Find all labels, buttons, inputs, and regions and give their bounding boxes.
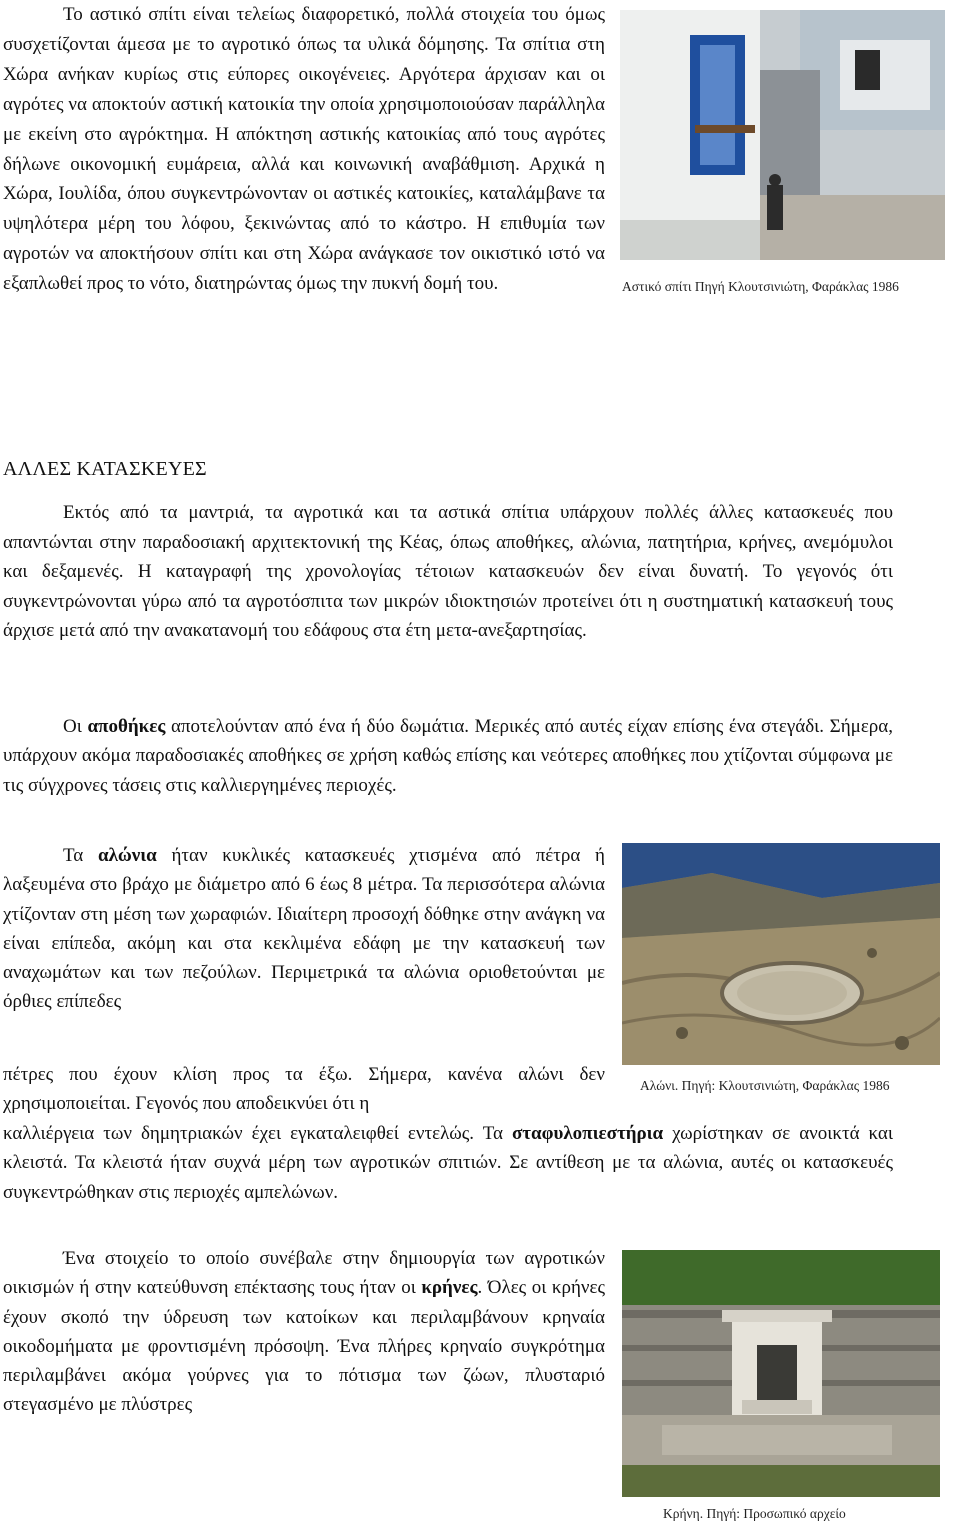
intro-paragraph: Εκτός από τα μαντριά, τα αγροτικά και τα αστικά σπίτια υπάρχουν πολλές άλλες κατασκευές που απαντώνται στην παραδοσιακή αρχιτεκτονική της Κέας, όπως αποθήκες, αλώνια, πατητήρια, κρήνες, ανεμόμυλοι και δεξαμενές. Η καταγραφή της χρονολογίας τέτοιων κατασκευών δεν είναι δυνατή. Το γεγονός ότι συγκεντρώνονται γύρω από τα αγροτόσπιτα των μικρών ιδιοκτησιών προτείνει ότι η συστηματική κατασκευή τους άρχισε μετά από την ανακατανομή του εδάφους στα έτη μετα-ανεξαρτησίας. bbox=[3, 502, 893, 642]
urban-house-paragraph: Το αστικό σπίτι είναι τελείως διαφορετικό, πολλά στοιχεία του όμως συσχετίζονται άμεσα με το αγροτικό όπως τα υλικά δόμησης. Τα σπίτια στη Χώρα ανήκαν κυρίως στις εύπορες οικογένειες. Αργότερα άρχισαν και οι αγρότες να αποκτούν αστική κατοικία την οποία χρησιμοποιούσαν παράλληλα με εκείνη στο αγρόκτημα. Η απόκτηση αστικής κατοικίας από τους αγρότες δήλωνε οικονομική ευμάρεια, αλλά και κοινωνική αναβάθμιση. Αρχικά η Χώρα, Ιουλίδα, όπου συγκεντρώνονταν οι αστικές κατοικίες, καταλάμβανε τα υψηλότερα μέρη του λόφου, ξεκινώντας από το κάστρο. Η επιθυμία των αγροτών να αποκτήσουν σπίτι και στη Χώρα ανάγκασε τον οικιστικό ιστό να εξαπλωθεί προς το νότο, διατηρώντας όμως την πυκνή δομή του. bbox=[3, 4, 605, 295]
storage-text-block bbox=[3, 712, 893, 800]
urban-house-text-block bbox=[3, 0, 605, 299]
storage-paragraph bbox=[3, 712, 893, 800]
threshing-paragraph bbox=[3, 841, 605, 1017]
threshing-after: ήταν κυκλικές κατασκευές χτισμένα από πέτρα ή λαξευμένα στο βράχο με διάμετρο από 6 έως 8 μέτρα. Τα περισσότερα αλώνια χτίζονταν στη μέση των χωραφιών. Ιδιαίτερη προσοχή δόθηκε στην ανάγκη να είναι επίπεδα, ακόμη και στα κεκλιμένα εδάφη με την κατασκευή των αναχωμάτων και των πεζούλων. Περιμετρικά τα αλώνια οριοθετούνται με όρθιες επίπεδες bbox=[3, 845, 605, 1013]
intro-text-block bbox=[3, 498, 893, 646]
threshing-cont-block bbox=[3, 1060, 605, 1119]
storage-before: Οι bbox=[63, 716, 88, 737]
fountains-after: . Όλες οι κρήνες έχουν σκοπό την ύδρευση των κατοίκων και περιλαμβάνουν κρηναία οικοδομήματα με φροντισμένη πρόσοψη. Ένα πλήρες κρηναίο συγκρότημα περιλαμβάνει ακόμα γούρνες για το πότισμα των ζώων, πλυσταριό στεγασμένο με πλύστρες bbox=[3, 1277, 605, 1416]
winepress-before: καλλιέργεια των δημητριακών έχει εγκαταλειφθεί εντελώς. Τα bbox=[3, 1123, 512, 1144]
fountain-photo bbox=[622, 1250, 940, 1497]
winepress-keyword: σταφυλοπιεστήρια bbox=[511, 1123, 664, 1144]
threshing-before: Τα bbox=[63, 845, 98, 866]
threshing-text-block bbox=[3, 841, 605, 1017]
winepress-text-block bbox=[3, 1119, 893, 1207]
winepress-after: χωρίστηκαν σε ανοικτά και κλειστά. Τα κλειστά ήταν συχνά μέρη των αγροτικών σπιτιών. Σε αντίθεση με τα αλώνια, αυτές οι κατασκευές συγκεντρώθηκαν στις περιοχές αμπελώνων. bbox=[3, 1123, 893, 1203]
storage-keyword: αποθήκες bbox=[87, 716, 166, 737]
urban-house-photo bbox=[620, 10, 945, 260]
section-heading: ΑΛΛΕΣ ΚΑΤΑΣΚΕΥΕΣ bbox=[3, 458, 207, 480]
threshing-photo-caption: Αλώνι. Πηγή: Κλουτσινιώτη, Φαράκλας 1986 bbox=[640, 1078, 890, 1093]
winepress-paragraph bbox=[3, 1119, 893, 1207]
fountains-before: Ένα στοιχείο το οποίο συνέβαλε στην δημιουργία των αγροτικών οικισμών ή στην κατεύθυνση επέκτασης τους ήταν οι bbox=[3, 1248, 605, 1299]
fountains-text-block bbox=[3, 1244, 605, 1420]
fountain-photo-caption: Κρήνη. Πηγή: Προσωπικό αρχείο bbox=[663, 1506, 846, 1521]
threshing-keyword: αλώνια bbox=[97, 845, 157, 866]
threshing-cont-paragraph: πέτρες που έχουν κλίση προς τα έξω. Σήμερα, κανένα αλώνι δεν χρησιμοποιείται. Γεγονός που αποδεικνύει ότι η bbox=[3, 1064, 605, 1115]
threshing-floor-photo bbox=[622, 843, 940, 1065]
fountains-keyword: κρήνες bbox=[421, 1277, 478, 1299]
storage-after: αποτελούνταν από ένα ή δύο δωμάτια. Μερικές από αυτές είχαν επίσης ένα στεγάδι. Σήμερα, υπάρχουν ακόμα παραδοσιακές αποθήκες σε χρήση καθώς επίσης και νεότερες αποθήκες που χτίζονται σύμφωνα με τις σύγχρονες τάσεις στις καλλιεργημένες περιοχές. bbox=[3, 716, 893, 796]
fountains-paragraph bbox=[3, 1244, 605, 1420]
urban-house-photo-caption: Αστικό σπίτι Πηγή Κλουτσινιώτη, Φαράκλας 1986 bbox=[622, 279, 899, 294]
other-structures-heading-block bbox=[3, 455, 943, 483]
